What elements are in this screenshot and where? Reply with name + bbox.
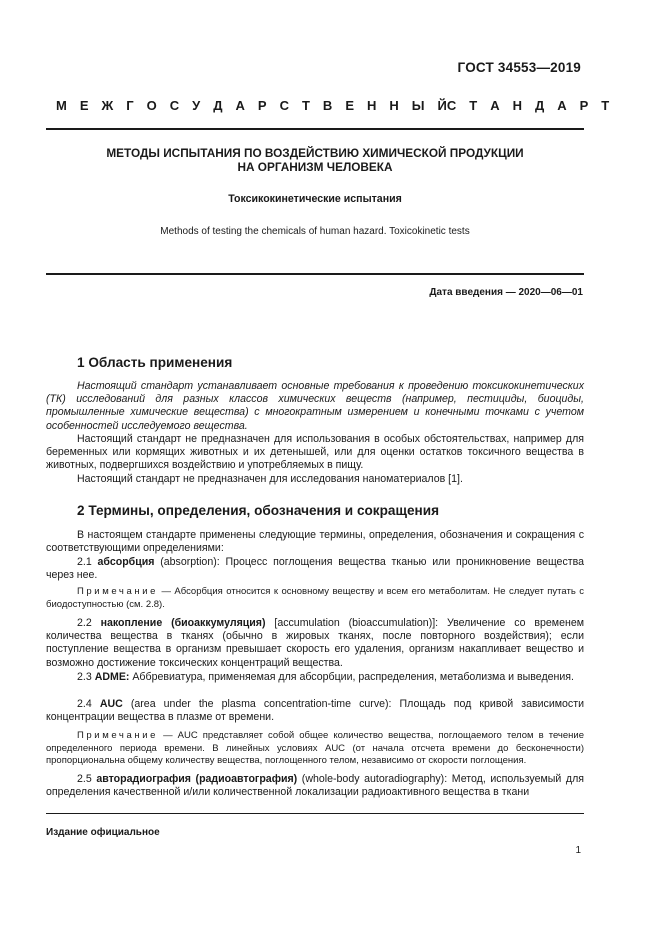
term-2-4 [46,698,584,724]
heading-letter: О [146,98,157,113]
heading-letter: Р [579,98,589,113]
term-name: авторадиография (радиоавтография) [96,773,298,785]
section-1-italic-text: Настоящий стандарт устанавливает основные требования к проведению токсикокинетических (ТК) исследований для разных классов химических веществ (например, пестициды, биоциды, промышленные химические вещества) с многократным измерением и конечными точками с учетом особенностей исследуемого вещества. [46,380,584,432]
heading-letter: В [322,98,333,113]
section-2-heading: 2 Термины, определения, обозначения и сокращения [77,503,440,518]
term-definition: (area under the plasma concentration-time curve): Площадь под кривой зависимости концентрации вещества в плазме от времени. [46,698,584,724]
note-2-4 [46,730,584,768]
note-label: Примечание [77,586,158,597]
term-definition: [accumulation (bioaccumulation)]: Увеличение со временем количества вещества в тканях (обычно в жировых тканях, после повторного воздействия); если поступление вещества в организм превышает скорость его удаления, организм накапливает вещество и возможно достижение токсических концентраций вещества. [46,617,584,669]
heading-letter: А [557,98,567,113]
term-number: 2.1 [77,556,92,568]
heading-letter: Д [534,98,545,113]
section-1-paragraph-3: Настоящий стандарт не предназначен для исследования наноматериалов [1]. [77,473,463,485]
heading-letter: Т [469,98,478,113]
heading-letter: У [192,98,201,113]
footer-divider [46,813,584,814]
heading-letter: Н [512,98,522,113]
title-line-1: МЕТОДЫ ИСПЫТАНИЯ ПО ВОЗДЕЙСТВИЮ ХИМИЧЕСКОЙ ПРОДУКЦИИ [106,146,524,160]
document-number: ГОСТ 34553—2019 [457,60,581,75]
heading-letter: Й [437,98,447,113]
heading-letter: Д [213,98,223,113]
title-line-2: НА ОРГАНИЗМ ЧЕЛОВЕКА [237,160,393,174]
term-2-2 [46,617,584,670]
heading-letter: С [446,98,457,113]
heading-letter: Ж [101,98,114,113]
term-name: накопление (биоаккумуляция) [100,617,266,629]
term-number: 2.3 [77,671,92,683]
term-number: 2.5 [77,773,92,785]
term-name: AUC [99,698,123,710]
term-2-5 [46,773,584,799]
heading-letter: Н [366,98,377,113]
section-2-intro: В настоящем стандарте применены следующие термины, определения, обозначения и сокращения с соответствующими определениями: [46,529,584,555]
title-divider [46,273,584,275]
heading-letter: Н [389,98,399,113]
heading-letter: Е [79,98,89,113]
note-text: — AUC представляет собой общее количество вещества, поглощаемого телом в течение определенного периода времени. В линейных условиях AUC (от начала отсчета времени до бесконечности) пропорциональна общему количеству вещества, поглощенного телом, независимо от скорости поглощения. [46,730,584,766]
heading-letter: Р [257,98,267,113]
heading-letter: Т [301,98,310,113]
term-definition: Аббревиатура, применяемая для абсорбции, распределения, метаболизма и выведения. [129,671,574,683]
section-1-heading: 1 Область применения [77,355,233,370]
heading-letter: Т [601,98,610,113]
document-subtitle: Токсикокинетические испытания [228,193,402,205]
standard-type-heading [56,98,610,113]
heading-letter: Е [345,98,354,113]
heading-letter: С [169,98,180,113]
term-name: ADME: [94,671,130,683]
top-divider [46,128,584,130]
heading-letter: Ы [411,98,425,113]
edition-label: Издание официальное [46,827,160,838]
heading-letter: М [56,98,67,113]
heading-letter: С [279,98,289,113]
heading-letter: Г [126,98,134,113]
term-definition: (whole-body autoradiography): Метод, используемый для определения качественной и/или количественной локализации радиоактивного вещества в ткани [46,773,585,799]
term-number: 2.2 [77,617,92,629]
document-title [46,146,584,174]
section-1-paragraph-1 [46,380,584,433]
note-text: — Абсорбция относится к основному веществу и всем его метаболитам. Не следует путать с биодоступностью (см. 2.8). [46,586,584,610]
english-title: Methods of testing the chemicals of human hazard. Toxicokinetic tests [160,226,470,237]
term-2-3 [46,671,584,684]
note-2-1 [46,586,584,611]
term-name: абсорбция [97,556,155,568]
term-2-1 [46,556,584,582]
section-1-paragraph-2: Настоящий стандарт не предназначен для использования в особых обстоятельствах, например для беременных или кормящих животных и их детенышей, или для оценки остатков токсичного вещества в животных, подвергшихся воздействию и употребляемых в пищу. [46,433,584,472]
standard-word-interstate [56,98,447,113]
heading-letter: А [235,98,245,113]
term-number: 2.4 [77,698,92,710]
introduction-date: Дата введения — 2020—06—01 [429,287,583,298]
page-number: 1 [575,845,581,856]
standard-word-standard [447,98,609,113]
note-label: Примечание [77,730,158,741]
heading-letter: А [490,98,500,113]
term-definition: (absorption): Процесс поглощения вещества тканью или проникновение вещества через нее. [46,556,584,582]
